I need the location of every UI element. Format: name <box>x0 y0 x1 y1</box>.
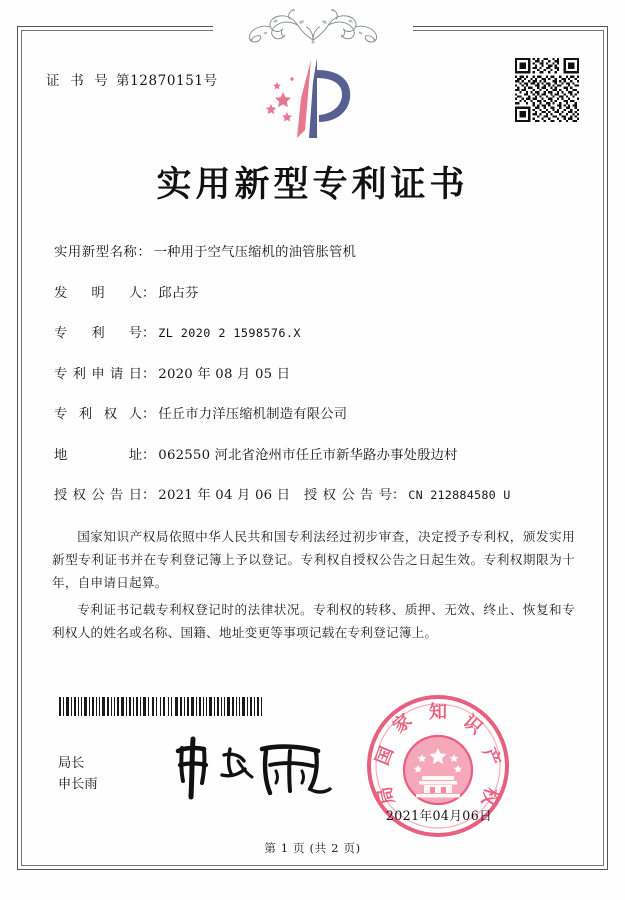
certificate-number-value: 第12870151号 <box>116 73 218 89</box>
body-text <box>46 525 579 644</box>
field-value: 邱占芬 <box>158 285 199 301</box>
field-value: 任丘市力洋压缩机制造有限公司 <box>158 407 348 423</box>
svg-text:知: 知 <box>429 702 447 723</box>
field-patent-number <box>54 322 579 341</box>
barcode-icon <box>58 697 263 716</box>
field-utility-model-name <box>54 241 579 260</box>
svg-text:国: 国 <box>371 743 399 769</box>
field-colon: ： <box>142 447 156 463</box>
field-label: 授 权 公 告 日 <box>54 488 142 504</box>
svg-text:权: 权 <box>476 785 502 808</box>
svg-text:局: 局 <box>374 784 400 807</box>
field-colon: ： <box>142 326 156 342</box>
field-value: ZL 2020 2 1598576.X <box>158 326 301 341</box>
qr-code-icon <box>515 58 579 122</box>
page-number-footer: 第 1 页 (共 2 页) <box>264 841 361 855</box>
header-row <box>46 52 579 148</box>
field-address <box>54 444 579 463</box>
field-inventor <box>54 282 579 301</box>
svg-text:家: 家 <box>388 709 417 738</box>
footer-zone <box>46 697 579 857</box>
svg-text:识: 识 <box>458 710 487 739</box>
field-colon: ： <box>142 366 156 382</box>
director-name: 申长雨 <box>58 777 98 793</box>
field-label: 专 利 申 请 日 <box>54 366 142 382</box>
ornament-mask <box>213 22 413 32</box>
field-label: 地 址 <box>54 447 142 463</box>
svg-text:产: 产 <box>477 744 505 770</box>
certificate-number-label: 证 书 号 <box>46 73 112 89</box>
field-colon: ： <box>392 488 406 504</box>
field-label: 实用新型名称 <box>54 245 138 261</box>
page-title: 实用新型专利证书 <box>156 164 469 205</box>
body-paragraph-2: 专利证书记载专利权登记时的法律状况。专利权的转移、质押、无效、终止、恢复和专利权人的姓名或名称、国籍、地址变更等事项记载在专利登记簿上。 <box>52 601 575 640</box>
signature-block <box>58 753 98 796</box>
field-list <box>46 241 579 503</box>
field-value: CN 212884580 U <box>408 488 511 503</box>
certificate-content <box>46 52 579 842</box>
field-value: 062550 河北省沧州市任丘市新华路办事处殷边村 <box>158 447 458 463</box>
field-grant-date <box>54 484 304 503</box>
body-paragraph-1: 国家知识产权局依照中华人民共和国专利法经过初步审查，决定授予专利权，颁发实用新型专利证书并在专利登记簿上予以登记。专利权自授权公告之日起生效。专利权期限为十年，自申请日起算。 <box>52 528 575 591</box>
seal-date: 2021年04月06日 <box>385 808 493 823</box>
field-grant-row <box>54 484 579 503</box>
field-colon: ： <box>142 285 156 301</box>
field-value: 2020 年 08 月 05 日 <box>158 366 291 382</box>
field-colon: ： <box>137 245 151 261</box>
field-colon: ： <box>142 407 156 423</box>
field-value: 2021 年 04 月 06 日 <box>158 488 291 504</box>
cnipa-logo-icon <box>251 52 363 148</box>
field-label: 授 权 公 告 号 <box>304 488 392 504</box>
field-application-date <box>54 363 579 382</box>
field-patentee <box>54 403 579 422</box>
field-value: 一种用于空气压缩机的油管胀管机 <box>153 245 357 261</box>
field-colon: ： <box>142 488 156 504</box>
director-title-label: 局长 <box>58 756 85 771</box>
field-publication-number <box>304 484 511 503</box>
certificate-number <box>46 69 218 89</box>
field-label: 专 利 权 人 <box>54 407 142 423</box>
field-label: 发 明 人 <box>54 285 142 301</box>
handwritten-signature-icon <box>166 735 351 805</box>
field-label: 专 利 号 <box>54 326 142 342</box>
